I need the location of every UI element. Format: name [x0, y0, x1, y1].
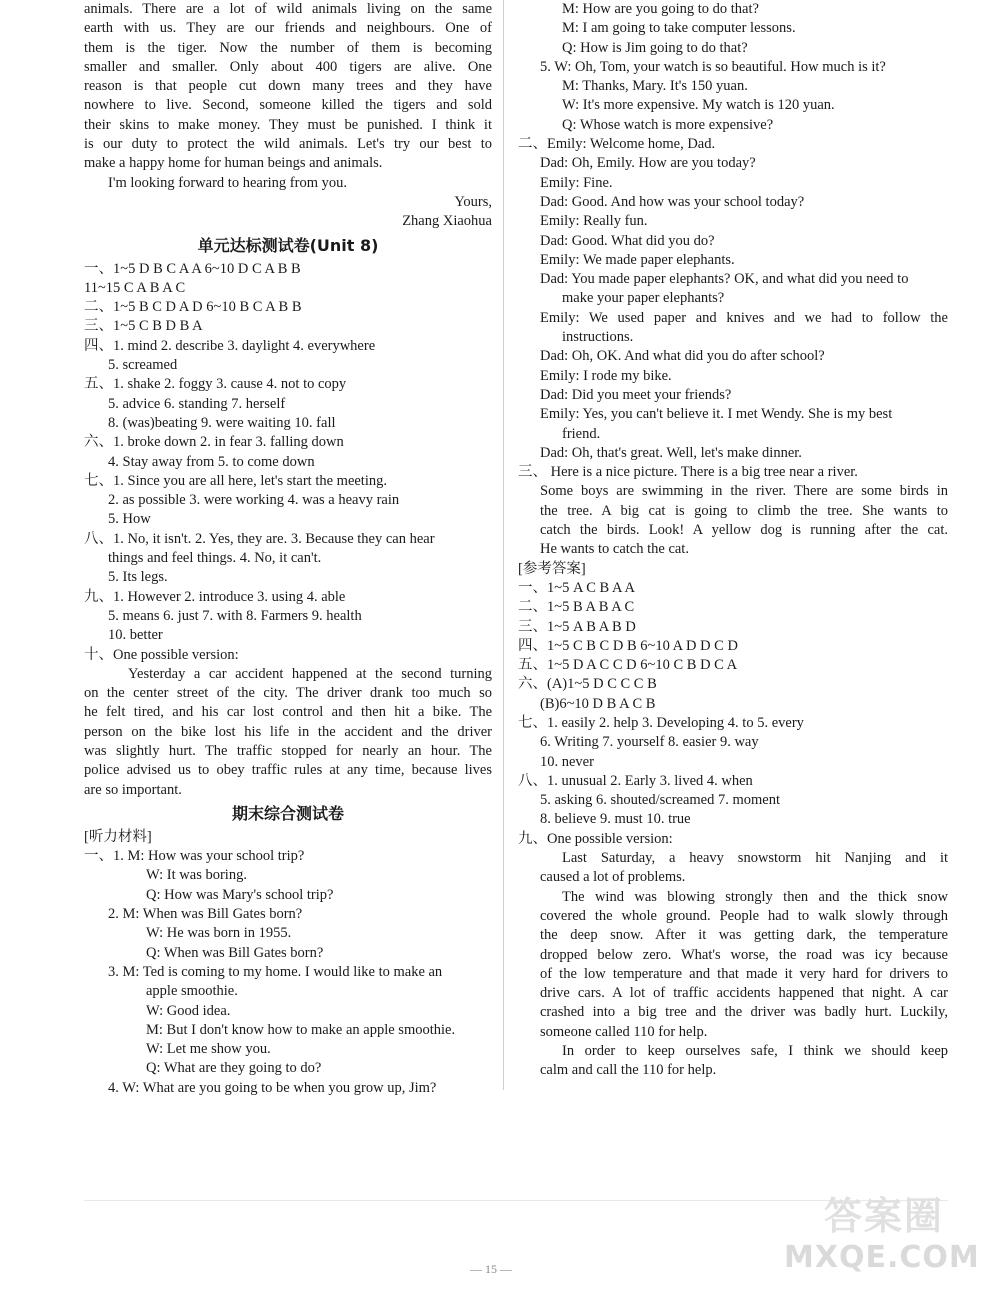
text-line: of the low temperature and that made it very hard for drivers to	[540, 965, 948, 982]
text-line: Emily: I rode my bike.	[540, 367, 672, 384]
text-line: is our duty to protect the wild animals. Let's try our best to	[84, 136, 492, 153]
text-line: Dad: Oh, OK. And what did you do after school?	[540, 348, 825, 365]
text-line: nowhere to live. Second, someone killed the tigers and sold	[84, 97, 492, 114]
text-line: drive cars. A lot of traffic accidents happened that night. A car	[540, 985, 948, 1002]
text-line: [参考答案]	[518, 560, 586, 577]
text-line: 七、1. easily 2. help 3. Developing 4. to 5. every	[518, 714, 804, 731]
text-line: Emily: Yes, you can't believe it. I met Wendy. She is my best	[540, 406, 893, 423]
text-line: Dad: Oh, Emily. How are you today?	[540, 155, 756, 172]
text-line: W: It was boring.	[146, 867, 247, 884]
page-number: — 15 —	[470, 1262, 512, 1276]
text-line: 一、1~5 A C B A A	[518, 579, 636, 596]
text-line: 5. advice 6. standing 7. herself	[108, 395, 286, 412]
section-heading: 期末综合测试卷	[231, 803, 344, 823]
text-line: 八、1. No, it isn't. 2. Yes, they are. 3. Because they can hear	[84, 530, 435, 547]
right-column	[518, 0, 948, 1080]
text-line: W: It's more expensive. My watch is 120 yuan.	[562, 97, 835, 114]
text-line: M: But I don't know how to make an apple smoothie.	[146, 1021, 456, 1038]
text-line: their skins to make money. They must be punished. I think it	[84, 116, 492, 133]
column-divider	[503, 0, 504, 1090]
text-line: Dad: Good. And how was your school today?	[540, 193, 805, 210]
text-line: was slightly hurt. The traffic stopped for nearly an hour. The	[84, 742, 492, 759]
text-line: 2. as possible 3. were working 4. was a heavy rain	[108, 492, 400, 509]
text-line: Emily: We made paper elephants.	[540, 251, 735, 268]
text-line: 5. W: Oh, Tom, your watch is so beautiful. How much is it?	[540, 58, 886, 75]
text-line: 10. never	[540, 753, 594, 770]
text-line: 5. screamed	[108, 357, 178, 374]
text-line: 5. How	[108, 511, 151, 528]
text-line: M: Thanks, Mary. It's 150 yuan.	[562, 78, 748, 95]
text-line: 5. means 6. just 7. with 8. Farmers 9. health	[108, 607, 362, 624]
text-line: caused a lot of problems.	[540, 869, 686, 886]
text-line: The wind was blowing strongly then and the thick snow	[562, 888, 948, 905]
text-line: someone called 110 for help.	[540, 1023, 708, 1040]
text-line: 五、1. shake 2. foggy 3. cause 4. not to copy	[84, 376, 347, 393]
text-line: crashed into a big tree and the driver was badly hurt. Luckily,	[540, 1004, 948, 1021]
text-line: apple smoothie.	[146, 983, 238, 1000]
text-line: 2. M: When was Bill Gates born?	[108, 906, 303, 923]
text-line: 4. Stay away from 5. to come down	[108, 453, 315, 470]
text-line: Yours,	[454, 193, 492, 210]
text-line: 十、One possible version:	[84, 646, 239, 663]
text-line: 二、1~5 B C D A D 6~10 B C A B B	[84, 299, 302, 316]
text-line: Dad: You made paper elephants? OK, and what did you need to	[540, 271, 909, 288]
text-line: 8. (was)beating 9. were waiting 10. fall	[108, 414, 336, 431]
text-line: the tree. A big cat is going to climb the tree. She wants to	[540, 502, 948, 519]
text-line: Emily: We used paper and knives and we had to follow the	[540, 309, 948, 326]
text-line: 二、1~5 B A B A C	[518, 599, 635, 616]
text-line: are so important.	[84, 781, 182, 798]
text-line: W: Let me show you.	[146, 1041, 271, 1058]
text-line: catch the birds. Look! A yellow dog is running after the cat.	[540, 522, 948, 539]
text-line: 一、1~5 D B C A A 6~10 D C A B B	[84, 260, 301, 277]
text-line: Zhang Xiaohua	[402, 213, 492, 230]
text-line: earth with us. They are our friends and neighbours. One of	[84, 20, 492, 37]
text-line: In order to keep ourselves safe, I think we should keep	[562, 1043, 948, 1060]
text-line: things and feel things. 4. No, it can't.	[108, 550, 322, 567]
text-line: 一、1. M: How was your school trip?	[84, 848, 305, 865]
text-line: reason is that people cut down many trees and they have	[84, 78, 492, 95]
text-line: Emily: Fine.	[540, 174, 613, 191]
text-line: W: Good idea.	[146, 1002, 231, 1019]
text-line: Emily: Really fun.	[540, 213, 648, 230]
text-line: 九、One possible version:	[518, 830, 673, 847]
text-line: Last Saturday, a heavy snowstorm hit Nanjing and it	[562, 850, 948, 867]
text-line: M: How are you going to do that?	[562, 1, 759, 17]
text-line: Yesterday a car accident happened at the second turning	[128, 665, 492, 682]
text-line: 8. believe 9. must 10. true	[540, 811, 691, 828]
text-line: Dad: Did you meet your friends?	[540, 386, 732, 403]
text-line: covered the whole ground. People had to walk slowly through	[540, 907, 948, 924]
text-line: make your paper elephants?	[562, 290, 725, 307]
watermark-badge: 答案圈	[824, 1194, 945, 1238]
text-line: 10. better	[108, 627, 163, 644]
text-line: (B)6~10 D B A C B	[540, 695, 656, 712]
text-line: on the center street of the city. The driver drank too much so	[84, 685, 492, 702]
text-line: 四、1. mind 2. describe 3. daylight 4. everywhere	[84, 337, 376, 354]
left-column	[84, 0, 492, 1100]
section-heading: 单元达标测试卷(Unit 8)	[197, 235, 379, 255]
text-line: 四、1~5 C B C D B 6~10 A D D C D	[518, 637, 738, 654]
text-line: friend.	[562, 425, 601, 442]
text-line: instructions.	[562, 329, 634, 346]
text-line: person on the bike lost his life in the accident and the driver	[84, 723, 492, 740]
text-line: 三、 Here is a nice picture. There is a big tree near a river.	[518, 464, 858, 481]
text-line: smaller and smaller. Only about 400 tigers are alive. One	[84, 58, 492, 75]
text-line: [听力材料]	[84, 828, 152, 845]
text-line: 七、1. Since you are all here, let's start the meeting.	[84, 472, 387, 489]
text-line: Q: What are they going to do?	[146, 1060, 322, 1077]
text-line: the deep snow. After it was getting dark, the temperature	[540, 927, 948, 944]
watermark-logo	[784, 1185, 984, 1275]
watermark-url: MXQE.COM	[784, 1240, 980, 1275]
text-line: police advised us to obey traffic rules at any time, because lives	[84, 762, 492, 779]
text-line: He wants to catch the cat.	[540, 541, 689, 558]
text-line: 五、1~5 D A C C D 6~10 C B D C A	[518, 657, 738, 674]
text-line: 三、1~5 A B A B D	[518, 618, 636, 635]
text-line: Dad: Good. What did you do?	[540, 232, 715, 249]
text-line: Q: How is Jim going to do that?	[562, 39, 748, 56]
text-line: 3. M: Ted is coming to my home. I would like to make an	[108, 963, 443, 980]
text-line: animals. There are a lot of wild animals living on the same	[84, 1, 492, 17]
text-line: 11~15 C A B A C	[84, 279, 186, 296]
text-line: Q: How was Mary's school trip?	[146, 886, 334, 903]
text-line: Q: When was Bill Gates born?	[146, 944, 324, 961]
text-line: Dad: Oh, that's great. Well, let's make dinner.	[540, 444, 802, 461]
text-line: M: I am going to take computer lessons.	[562, 20, 796, 37]
text-line: Some boys are swimming in the river. There are some birds in	[540, 483, 948, 500]
text-line: 4. W: What are you going to be when you grow up, Jim?	[108, 1079, 437, 1096]
text-line: make a happy home for human beings and animals.	[84, 155, 383, 172]
text-line: them is the tiger. Now the number of them is becoming	[84, 39, 492, 56]
text-line: 5. Its legs.	[108, 569, 168, 586]
text-line: 六、(A)1~5 D C C C B	[518, 676, 657, 693]
text-line: I'm looking forward to hearing from you.	[108, 174, 347, 191]
text-line: 二、Emily: Welcome home, Dad.	[518, 136, 716, 153]
text-line: 六、1. broke down 2. in fear 3. falling down	[84, 434, 344, 451]
text-line: he felt tired, and his car lost control and then hit a bike. The	[84, 704, 492, 721]
text-line: Q: Whose watch is more expensive?	[562, 116, 774, 133]
text-line: 6. Writing 7. yourself 8. easier 9. way	[540, 734, 759, 751]
text-line: 八、1. unusual 2. Early 3. lived 4. when	[518, 772, 753, 789]
text-line: dropped below zero. What's worse, the road was icy because	[540, 946, 948, 963]
text-line: calm and call the 110 for help.	[540, 1062, 717, 1079]
text-line: 5. asking 6. shouted/screamed 7. moment	[540, 792, 781, 809]
text-line: 三、1~5 C B D B A	[84, 318, 203, 335]
text-line: 九、1. However 2. introduce 3. using 4. able	[84, 588, 346, 605]
text-line: W: He was born in 1955.	[146, 925, 292, 942]
